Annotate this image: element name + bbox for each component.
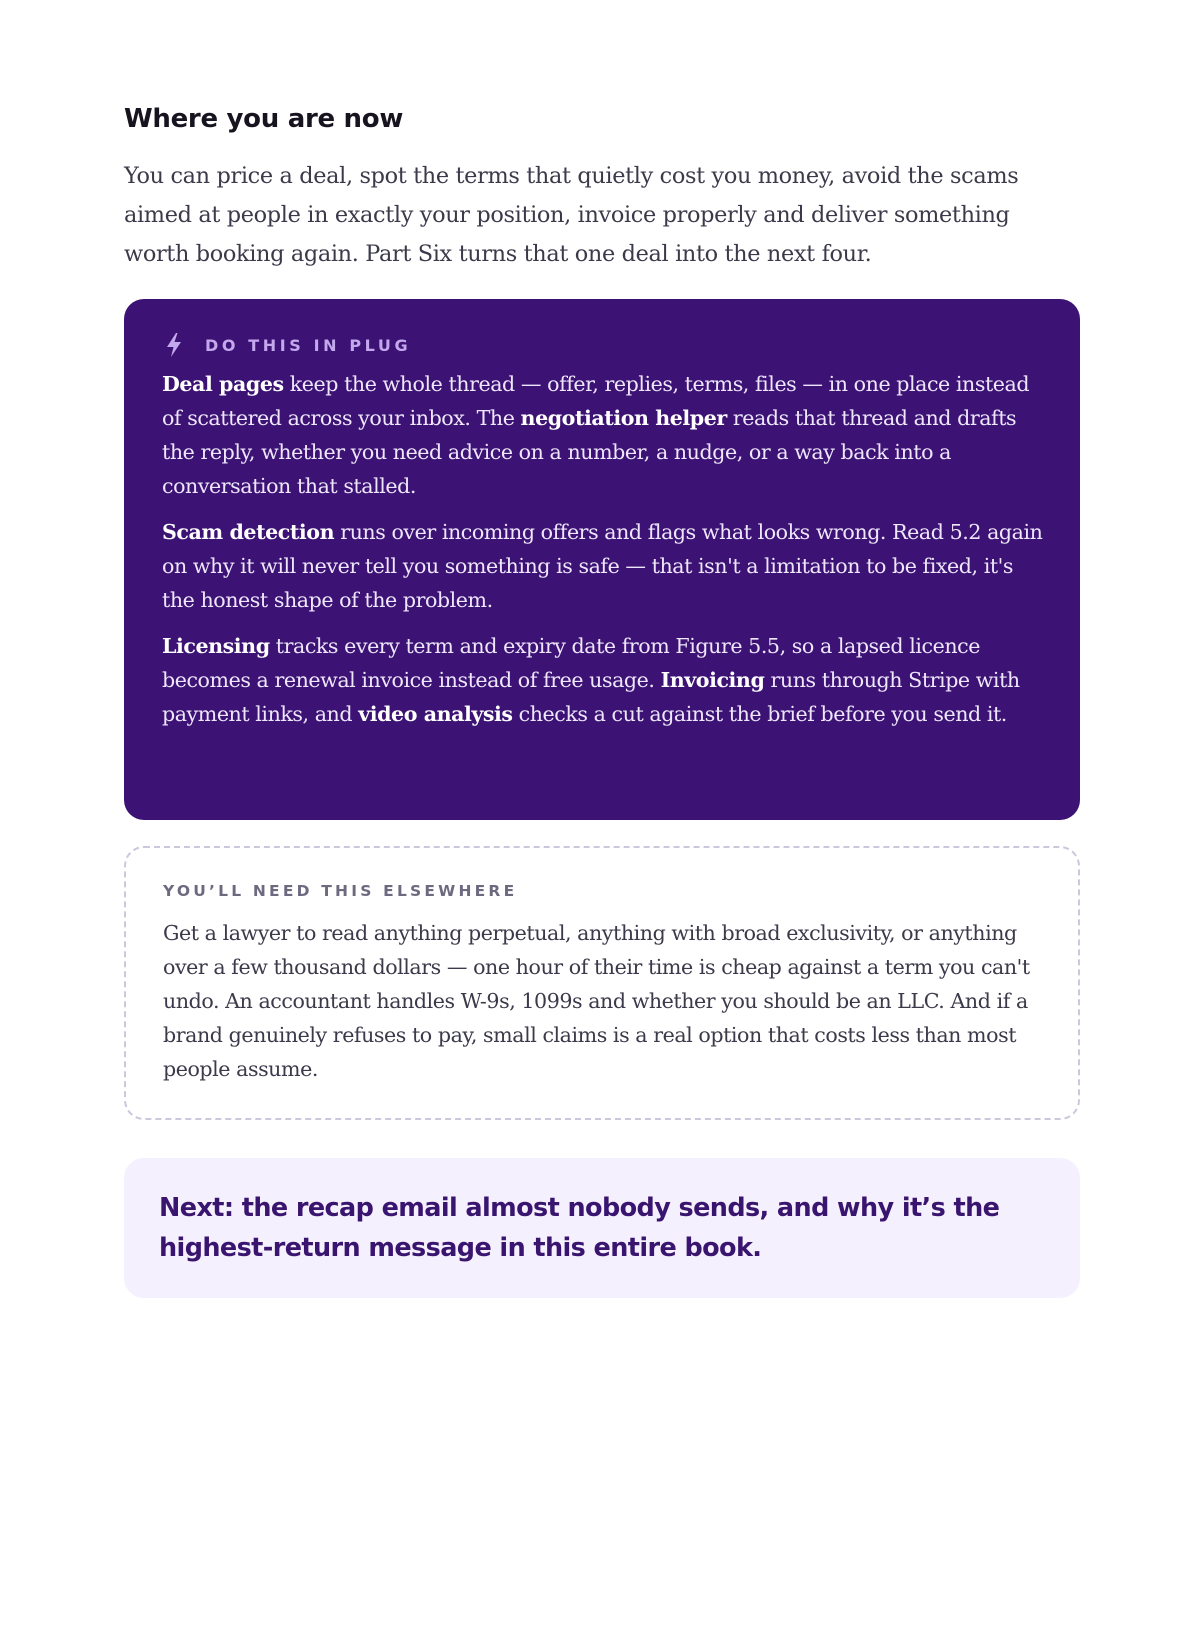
plug-text: checks a cut against the brief before you send it. (512, 702, 1007, 726)
next-callout (124, 1158, 1080, 1298)
plug-text: runs through Stripe with payment links, and (162, 668, 1020, 726)
term-video-analysis: video analysis (358, 702, 513, 726)
plug-text: runs over incoming offers and flags what looks wrong. Read 5.2 again on why it will never tell you something is safe — that isn't a limitation to be fixed, it's the honest shape of the problem. (162, 520, 1043, 612)
next-callout-text: Next: the recap email almost nobody sends, and why it’s the highest-return message in this entire book. (159, 1193, 1000, 1263)
elsewhere-callout (124, 846, 1080, 1120)
term-deal-pages: Deal pages (162, 372, 284, 396)
plug-callout-label: DO THIS IN PLUG (205, 335, 412, 355)
term-scam-detection: Scam detection (162, 520, 335, 544)
plug-text: reads that thread and drafts the reply, whether you need advice on a number, a nudge, or a way back into a conversation that stalled. (162, 406, 1017, 498)
section-heading: Where you are now (124, 104, 404, 134)
plug-text: tracks every term and expiry date from Figure 5.5, so a lapsed licence becomes a renewal invoice instead of free usage. (162, 634, 980, 692)
plug-callout (124, 299, 1080, 820)
elsewhere-callout-label: YOU’LL NEED THIS ELSEWHERE (163, 882, 518, 900)
elsewhere-callout-body: Get a lawyer to read anything perpetual, anything with broad exclusivity, or anything over a few thousand dollars — one hour of their time is cheap against a term you can't undo. An accountant handles W-9s, 1099s and whether you should be an LLC. And if a brand genuinely refuses to pay, small claims is a real option that costs less than most people assume. (163, 921, 1030, 1081)
intro-paragraph: You can price a deal, spot the terms that quietly cost you money, avoid the scams aimed at people in exactly your position, invoice properly and deliver something worth booking again. Part Six turns that one deal into the next four. (124, 163, 1019, 267)
term-licensing: Licensing (162, 634, 270, 658)
plug-text: keep the whole thread — offer, replies, terms, files — in one place instead of scattered across your inbox. The (162, 372, 1030, 430)
plug-paragraph-scam-detection (162, 515, 1044, 617)
plug-paragraph-deal-pages (162, 367, 1044, 503)
lightning-bolt-icon (165, 332, 183, 358)
term-invoicing: Invoicing (660, 668, 765, 692)
plug-callout-header (162, 329, 1044, 361)
term-negotiation-helper: negotiation helper (520, 406, 727, 430)
plug-paragraph-licensing (162, 629, 1044, 731)
